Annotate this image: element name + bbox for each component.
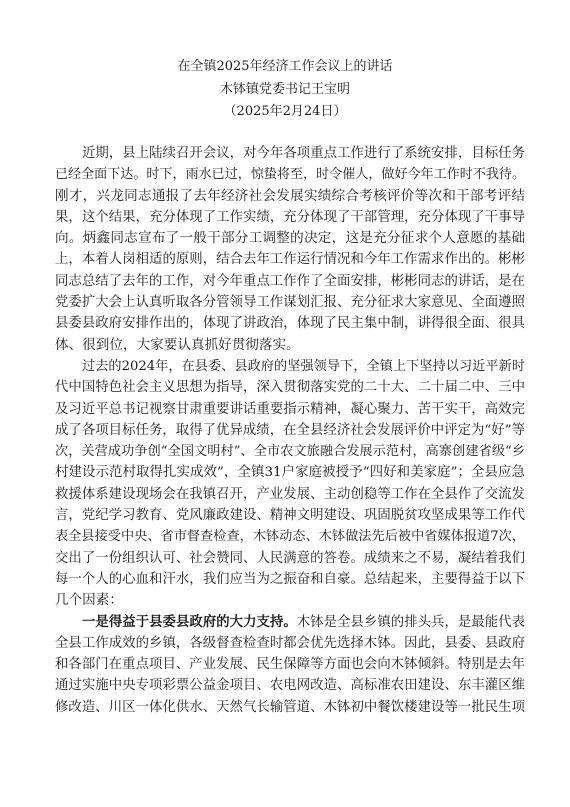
paragraph-2-line: 过去的2024年，在县委、县政府的坚强领导下，全镇上下坚持以习近平新时 [82, 358, 525, 374]
paragraph-1-line: 刚才，兴龙同志通报了去年经济社会发展实绩综合考核评价等次和干部考评结 [55, 187, 525, 204]
paragraph-1-line: 同志总结了去年的工作，对今年重点工作作了全面安排，彬彬同志的讲话，是在 [55, 273, 525, 289]
paragraph-1-line: 已经全面下达。时下，雨水已过，惊蛰将至，时令催人，做好今年工作时不我待。 [55, 167, 525, 183]
paragraph-3-line [55, 612, 525, 633]
paragraph-2-line: 几个因素： [55, 592, 123, 609]
paragraph-3-line: 和各部门在重点项目、产业发展、民生保障等方面也会向木钵倾斜。特别是去年 [55, 657, 525, 673]
paragraph-1-line: 党委扩大会上认真听取各分管领导工作谋划汇报、充分征求大家意见、全面遵照 [55, 295, 525, 311]
paragraph-3-lead: 一是得益于县委县政府的大力支持。 [82, 613, 297, 630]
paragraph-1-line: 向。炳鑫同志宣布了一般干部分工调整的决定，这是充分征求个人意愿的基础 [55, 230, 525, 247]
paragraph-2-line: 救援体系建设现场会在我镇召开，产业发展、主动创稳等工作在全县作了交流发 [55, 486, 525, 502]
document-title: 在全镇2025年经济工作会议上的讲话 [177, 59, 393, 74]
paragraph-2-line: 交出了一份组织认可、社会赞同、人民满意的答卷。成绩来之不易，凝结着我们 [55, 550, 525, 566]
paragraph-2-line: 村建设示范村取得扎实成效”，全镇31户家庭被授予“四好和美家庭”；全县应急 [55, 465, 525, 481]
paragraph-2-line: 表全县接受中央、省市督查检查，木钵动态、木钵做法先后被中省媒体报道7次， [55, 529, 525, 545]
document-author: 木钵镇党委书记王宝明 [219, 82, 350, 97]
paragraph-1-line: 体、很到位，大家要认真抓好贯彻落实。 [55, 336, 300, 353]
paragraph-2-line: 次，关营成功争创“全国文明村”、全市农文旅融合发展示范村，高寨创建省级“乡 [55, 444, 525, 460]
paragraph-3-line: 修改造、川区一体化供水、天然气长输管道、木钵初中餐饮楼建设等一批民生项 [55, 699, 525, 715]
paragraph-1-line: 近期，县上陆续召开会议，对今年各项重点工作进行了系统安排，目标任务 [82, 146, 525, 161]
paragraph-3-line-text: 木钵是全县乡镇的排头兵，是最能代表 [296, 614, 525, 630]
paragraph-2-line: 成了各项目标任务，取得了优异成绩，在全县经济社会发展评价中评定为“好”等 [55, 422, 525, 438]
document-body [55, 143, 525, 718]
paragraph-2-line: 言，党纪学习教育、党风廉政建设、精神文明建设、巩固脱贫攻坚成果等工作代 [55, 508, 525, 524]
paragraph-1-line: 上，本着人岗相适的原则，结合去年工作运行情况和今年工作需求作出的。彬彬 [55, 252, 525, 268]
paragraph-2-line: 每一个人的心血和汗水，我们应当为之振奋和自豪。总结起来，主要得益于以下 [55, 571, 525, 587]
paragraph-1-line: 果，这个结果，充分体现了工作实绩，充分体现了干部管理，充分体现了干事导 [55, 209, 525, 225]
paragraph-3-line: 全县工作成效的乡镇，各级督查检查时都会优先选择木钵。因此，县委、县政府 [55, 635, 525, 651]
document-date: （2025年2月24日） [223, 104, 347, 119]
paragraph-3-line: 通过实施中央专项彩票公益金项目、农电网改造、高标准农田建设、东丰灌区维 [55, 678, 525, 694]
paragraph-2-line: 及习近平总书记视察甘肃重要讲话重要指示精神，凝心聚力、苦干实干，高效完 [55, 401, 525, 417]
paragraph-1-line: 县委县政府安排作出的，体现了讲政治，体现了民主集中制，讲得很全面、很具 [55, 316, 525, 332]
paragraph-2-line: 代中国特色社会主义思想为指导，深入贯彻落实党的二十大、二十届二中、三中 [55, 380, 525, 396]
